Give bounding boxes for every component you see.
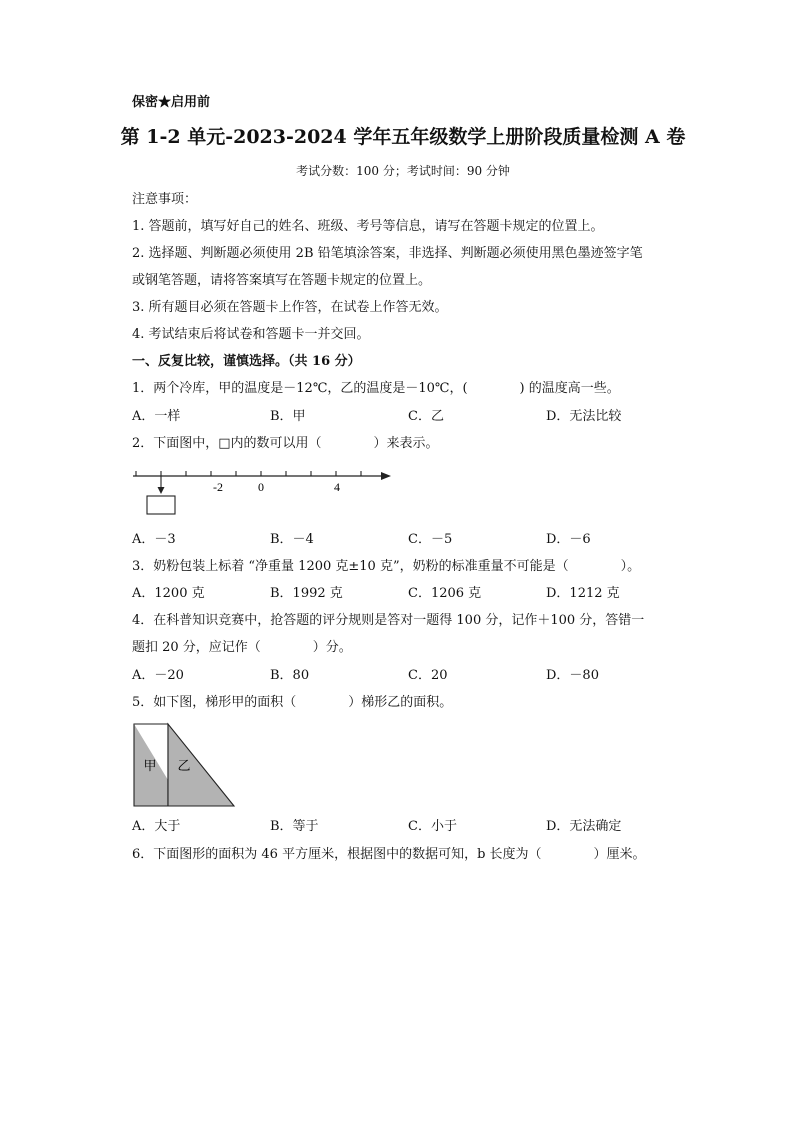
label-yi: 乙 bbox=[177, 758, 191, 773]
page-title: 第 1-2 单元-2023-2024 学年五年级数学上册阶段质量检测 A 卷 bbox=[120, 126, 686, 148]
label-jia: 甲 bbox=[143, 758, 157, 773]
question-4-text-line2: 题扣 20 分，应记作（ ）分。 bbox=[132, 640, 352, 655]
question-5-option-c[interactable]: C．小于 bbox=[408, 819, 457, 834]
question-2-option-c[interactable]: C．－5 bbox=[408, 532, 453, 547]
question-4-option-d[interactable]: D．－80 bbox=[546, 668, 599, 683]
question-1-option-d[interactable]: D．无法比较 bbox=[546, 409, 622, 424]
notice-item-2-cont: 或钢笔答题，请将答案填写在答题卡规定的位置上。 bbox=[132, 273, 432, 288]
notice-item-4: 4. 考试结束后将试卷和答题卡一并交回。 bbox=[132, 327, 370, 342]
question-2-option-a[interactable]: A．－3 bbox=[132, 532, 176, 547]
answer-box bbox=[147, 496, 175, 514]
question-2-option-d[interactable]: D．－6 bbox=[546, 532, 591, 547]
question-3-option-a[interactable]: A．1200 克 bbox=[132, 586, 205, 601]
section-heading: 一、反复比较，谨慎选择。（共 16 分） bbox=[132, 354, 361, 369]
question-3-option-d[interactable]: D．1212 克 bbox=[546, 586, 620, 601]
notice-heading: 注意事项： bbox=[132, 192, 198, 207]
question-5-text: 5．如下图，梯形甲的面积（ ）梯形乙的面积。 bbox=[132, 695, 453, 710]
question-4-option-b[interactable]: B．80 bbox=[270, 668, 310, 683]
question-5-option-a[interactable]: A．大于 bbox=[132, 819, 181, 834]
exam-info: 考试分数：100 分；考试时间：90 分钟 bbox=[296, 164, 510, 178]
question-3-option-c[interactable]: C．1206 克 bbox=[408, 586, 482, 601]
question-5-option-d[interactable]: D．无法确定 bbox=[546, 819, 622, 834]
confidential-label: 保密★启用前 bbox=[132, 95, 211, 110]
tick-label-4: 4 bbox=[334, 480, 340, 494]
question-1-option-b[interactable]: B．甲 bbox=[270, 409, 306, 424]
question-2-option-b[interactable]: B．－4 bbox=[270, 532, 314, 547]
question-1-option-a[interactable]: A．一样 bbox=[132, 409, 181, 424]
question-3-option-b[interactable]: B．1992 克 bbox=[270, 586, 343, 601]
question-2-text: 2．下面图中，□内的数可以用（ ）来表示。 bbox=[132, 436, 439, 451]
question-4-option-a[interactable]: A．－20 bbox=[132, 668, 184, 683]
question-4-option-c[interactable]: C．20 bbox=[408, 668, 448, 683]
tick-label-neg2: -2 bbox=[213, 480, 223, 494]
question-1-text: 1．两个冷库，甲的温度是－12℃，乙的温度是－10℃，( ) 的温度高一些。 bbox=[132, 381, 620, 396]
question-1-option-c[interactable]: C．乙 bbox=[408, 409, 444, 424]
question-5-option-b[interactable]: B．等于 bbox=[270, 819, 319, 834]
question-4-text-line1: 4．在科普知识竞赛中，抢答题的评分规则是答对一题得 100 分，记作＋100 分，答错一 bbox=[132, 613, 645, 628]
notice-item-2: 2. 选择题、判断题必须使用 2B 铅笔填涂答案，非选择、判断题必须使用黑色墨迹签字笔 bbox=[132, 246, 643, 261]
trapezoid-figure bbox=[130, 720, 242, 812]
question-6-text: 6．下面图形的面积为 46 平方厘米，根据图中的数据可知，b 长度为（ ）厘米。 bbox=[132, 847, 646, 862]
question-3-text: 3．奶粉包装上标着 “净重量 1200 克±10 克”，奶粉的标准重量不可能是（ ）。 bbox=[132, 559, 641, 574]
notice-item-1: 1. 答题前，填写好自己的姓名、班级、考号等信息，请写在答题卡规定的位置上。 bbox=[132, 219, 604, 234]
tick-label-0: 0 bbox=[258, 480, 264, 494]
number-line-figure bbox=[128, 466, 398, 520]
notice-item-3: 3. 所有题目必须在答题卡上作答，在试卷上作答无效。 bbox=[132, 300, 448, 315]
